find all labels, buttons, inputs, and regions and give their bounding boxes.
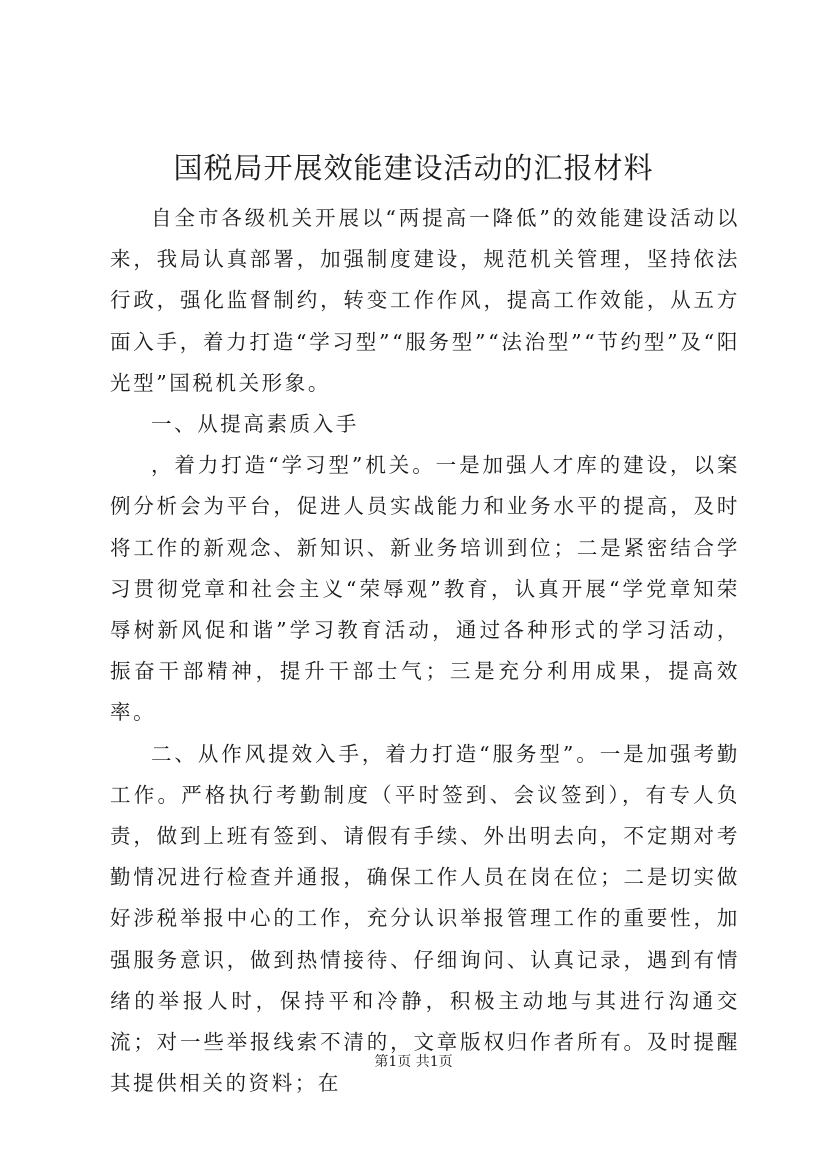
paragraph-intro: 自全市各级机关开展以“两提高一降低”的效能建设活动以来，我局认真部署，加强制度建设，规范机关管理，坚持依法行政，强化监督制约，转变工作作风，提高工作效能，从五方面入手，着力打造“学习型”“服务型”“法治型”“节约型”及“阳光型”国税机关形象。 — [110, 206, 740, 395]
document-body — [110, 198, 740, 1104]
paragraph-section-2: 二、从作风提效入手，着力打造“服务型”。一是加强考勤工作。严格执行考勤制度（平时签到、会议签到），有专人负责，做到上班有签到、请假有手续、外出明去向，不定期对考勤情况进行检查并通报，确保工作人员在岗在位；二是切实做好涉税举报中心的工作，充分认识举报管理工作的重要性，加强服务意识，做到热情接待、仔细询问、认真记录，遇到有情绪的举报人时，保持平和冷静，积极主动地与其进行沟通交流；对一些举报线索不清的，文章版权归作者所有。及时提醒其提供相关的资料；在 — [110, 741, 740, 1096]
paragraph-section-1: ，着力打造“学习型”机关。一是加强人才库的建设，以案例分析会为平台，促进人员实战能力和业务水平的提高，及时将工作的新观念、新知识、新业务培训到位；二是紧密结合学习贯彻党章和社会主义“荣辱观”教育，认真开展“学党章知荣辱树新风促和谐”学习教育活动，通过各种形式的学习活动，振奋干部精神，提升干部士气；三是充分利用成果，提高效率。 — [110, 453, 740, 725]
section-heading-1: 一、从提高素质入手 — [151, 412, 359, 437]
document-title: 国税局开展效能建设活动的汇报材料 — [173, 151, 654, 185]
page-number-footer: 第1页 共1页 — [374, 1054, 453, 1070]
